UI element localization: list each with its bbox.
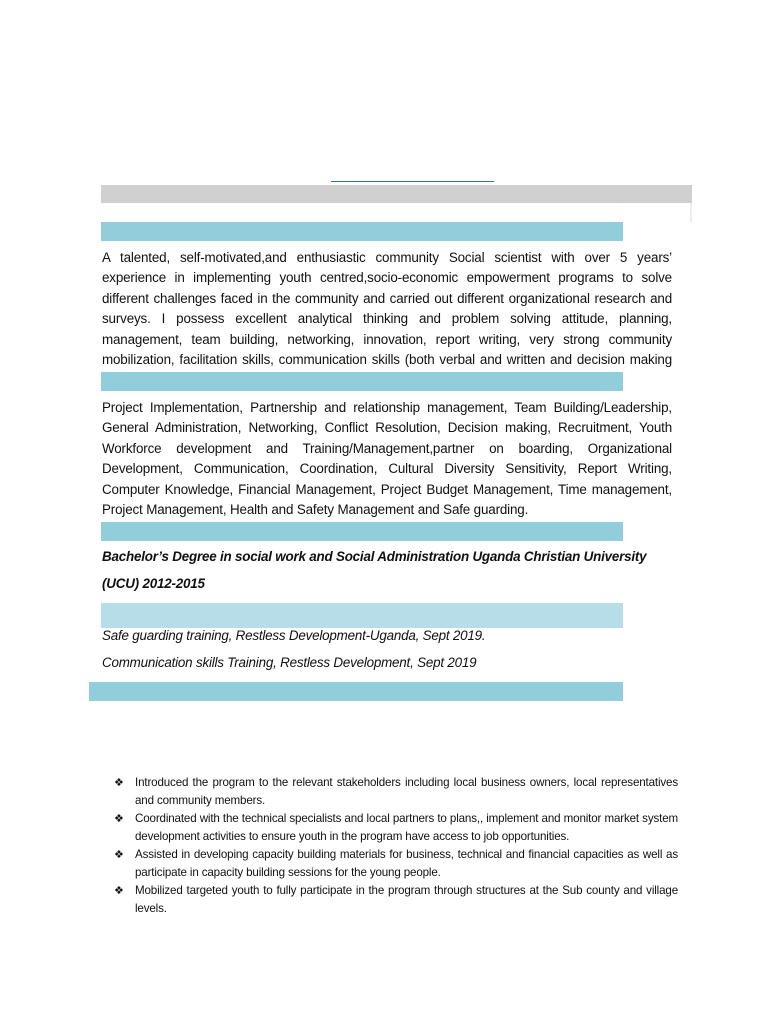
education-section-band: [101, 522, 623, 541]
header-bar-edge: [690, 203, 692, 223]
duty-text: Mobilized targeted youth to fully participate in the program through structures at the Sub county and village levels.: [135, 884, 678, 915]
trainings-section-band: [101, 603, 623, 628]
profile-section-band: [101, 222, 623, 241]
duty-text: Coordinated with the technical specialists and local partners to plans,, implement and monitor market system development activities to ensure youth in the program have access to job opportunities.: [135, 812, 678, 843]
profile-summary: A talented, self-motivated,and enthusiastic community Social scientist with over 5 years’ experience in implementing youth centred,socio-economic empowerment programs to solve different challenges faced in the community and carried out different organizational research and surveys. I possess excellent analytical thinking and problem solving attitude, planning, management, team building, networking, innovation, report writing, very strong community mobilization, facilitation skills, communication skills (both verbal and written and decision making: [102, 250, 672, 368]
training-item: Safe guarding training, Restless Development-Uganda, Sept 2019.: [102, 628, 486, 643]
duties-list: [114, 774, 678, 918]
skills-list: Project Implementation, Partnership and relationship management, Team Building/Leadership, General Administration, Networking, Conflict Resolution, Decision making, Recruitment, Youth Workforce development and Training/Management,partner on boarding, Organizational Development, Communication, Coordination, Cultural Diversity Sensitivity, Report Writing, Computer Knowledge, Financial Management, Project Budget Management, Time management, Project Management, Health and Safety Management and Safe guarding.: [102, 400, 672, 518]
diamond-bullet-icon: ❖: [114, 776, 124, 789]
diamond-bullet-icon: ❖: [114, 884, 124, 897]
duty-text: Assisted in developing capacity building materials for business, technical and financial capacities as well as participate in capacity building sessions for the young people.: [135, 848, 678, 879]
diamond-bullet-icon: ❖: [114, 812, 124, 825]
contact-link-underline: [331, 181, 494, 182]
list-item: [114, 774, 678, 810]
education-degree-years: (UCU) 2012-2015: [102, 576, 205, 591]
skills-section-band: [101, 372, 623, 391]
duty-text: Introduced the program to the relevant stakeholders including local business owners, local representatives and community members.: [135, 776, 678, 807]
education-degree: Bachelor’s Degree in social work and Social Administration Uganda Christian University: [102, 549, 647, 564]
list-item: [114, 846, 678, 882]
list-item: [114, 810, 678, 846]
diamond-bullet-icon: ❖: [114, 848, 124, 861]
list-item: [114, 882, 678, 918]
training-item: Communication skills Training, Restless Development, Sept 2019: [102, 655, 477, 670]
experience-section-band: [89, 682, 623, 701]
header-bar: [101, 185, 692, 203]
